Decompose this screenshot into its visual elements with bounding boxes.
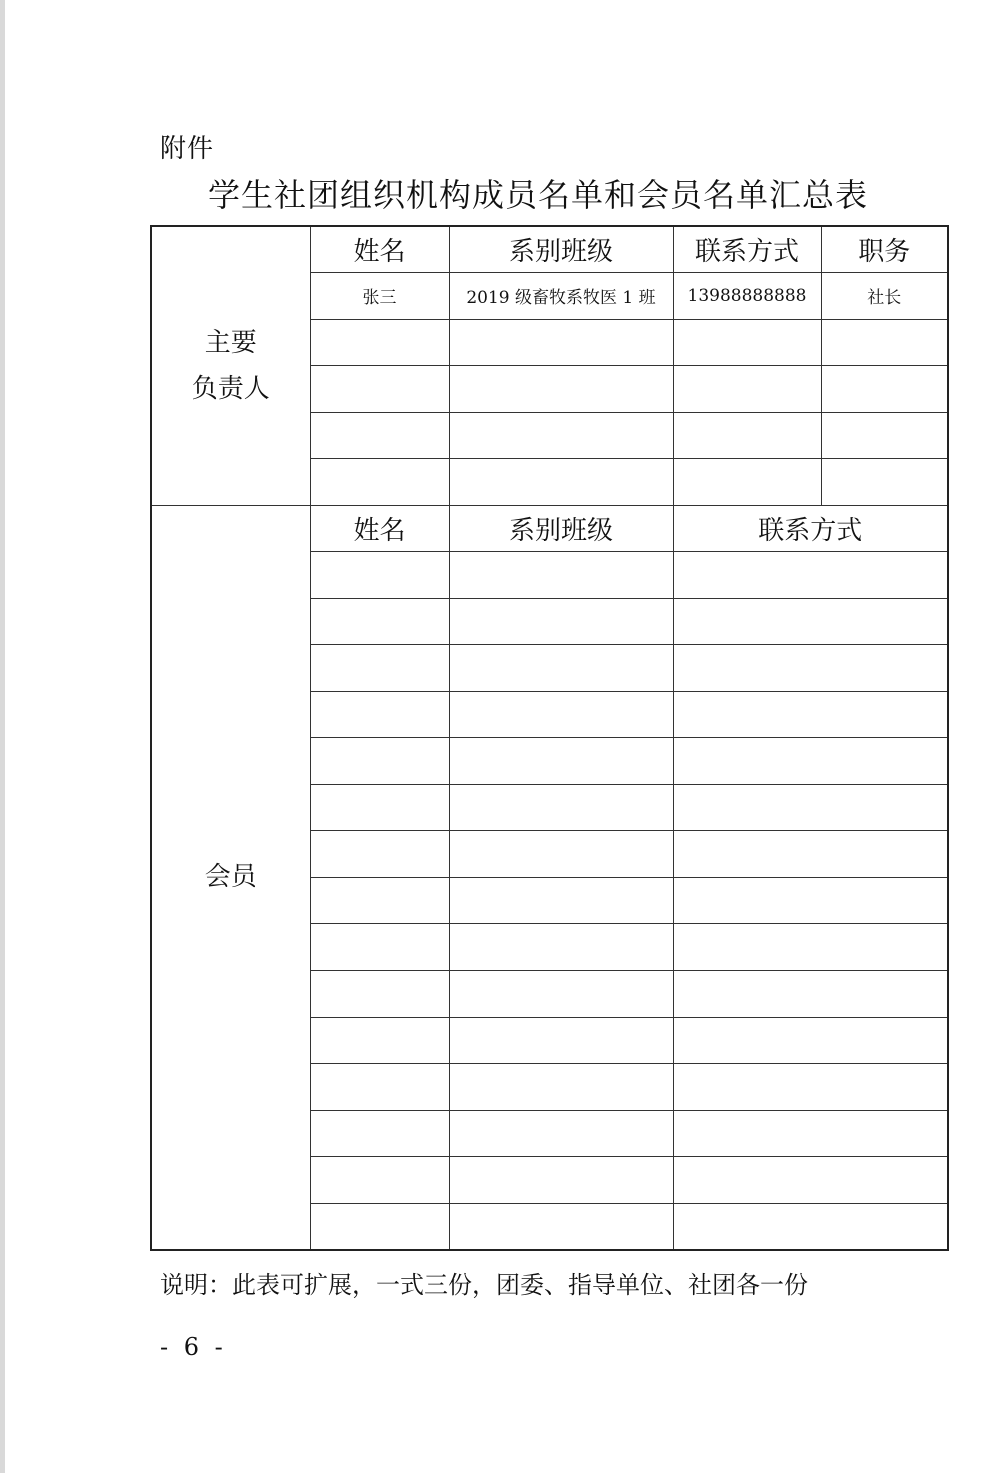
member-name-cell[interactable] — [310, 738, 449, 785]
leader-name-cell[interactable]: 张三 — [310, 273, 449, 320]
leaders-header-contact: 联系方式 — [673, 226, 821, 273]
member-name-cell[interactable] — [310, 598, 449, 645]
member-name-cell[interactable] — [310, 924, 449, 971]
member-contact-cell[interactable] — [673, 1203, 948, 1250]
members-header-row — [151, 505, 948, 552]
leader-contact-cell[interactable] — [673, 366, 821, 413]
member-contact-cell[interactable] — [673, 1064, 948, 1111]
leaders-label-line1: 主要 — [204, 327, 257, 358]
member-class-cell[interactable] — [449, 1110, 673, 1157]
member-class-cell[interactable] — [449, 738, 673, 785]
member-contact-cell[interactable] — [673, 738, 948, 785]
member-contact-cell[interactable] — [673, 1110, 948, 1157]
member-contact-cell[interactable] — [673, 1017, 948, 1064]
footnote: 说明：此表可扩展，一式三份，团委、指导单位、社团各一份 — [160, 1271, 808, 1299]
members-header-name: 姓名 — [310, 505, 449, 552]
member-class-cell[interactable] — [449, 552, 673, 599]
roster-table — [150, 225, 949, 1251]
members-header-contact: 联系方式 — [673, 505, 948, 552]
member-class-cell[interactable] — [449, 691, 673, 738]
member-class-cell[interactable] — [449, 831, 673, 878]
member-class-cell[interactable] — [449, 598, 673, 645]
leaders-label-line2: 负责人 — [191, 373, 270, 404]
member-contact-cell[interactable] — [673, 691, 948, 738]
leader-class-cell[interactable] — [449, 412, 673, 459]
member-class-cell[interactable] — [449, 784, 673, 831]
member-name-cell[interactable] — [310, 831, 449, 878]
member-class-cell[interactable] — [449, 877, 673, 924]
leader-position-cell[interactable] — [821, 412, 948, 459]
leaders-header-row — [151, 226, 948, 273]
member-contact-cell[interactable] — [673, 598, 948, 645]
member-contact-cell[interactable] — [673, 1157, 948, 1204]
leader-contact-cell[interactable] — [673, 319, 821, 366]
page-number: - 6 - — [160, 1333, 227, 1361]
leader-position-cell[interactable] — [821, 319, 948, 366]
member-name-cell[interactable] — [310, 1157, 449, 1204]
leader-position-cell[interactable] — [821, 459, 948, 506]
member-name-cell[interactable] — [310, 691, 449, 738]
member-name-cell[interactable] — [310, 1110, 449, 1157]
leader-class-cell[interactable] — [449, 319, 673, 366]
leader-position-cell[interactable]: 社长 — [821, 273, 948, 320]
leader-name-cell[interactable] — [310, 412, 449, 459]
member-class-cell[interactable] — [449, 1017, 673, 1064]
member-contact-cell[interactable] — [673, 552, 948, 599]
member-contact-cell[interactable] — [673, 645, 948, 692]
member-name-cell[interactable] — [310, 552, 449, 599]
page-edge-shadow — [0, 0, 5, 1473]
member-class-cell[interactable] — [449, 971, 673, 1018]
leader-name-cell[interactable] — [310, 459, 449, 506]
member-name-cell[interactable] — [310, 1064, 449, 1111]
member-class-cell[interactable] — [449, 1203, 673, 1250]
member-contact-cell[interactable] — [673, 971, 948, 1018]
member-name-cell[interactable] — [310, 784, 449, 831]
member-name-cell[interactable] — [310, 1203, 449, 1250]
member-class-cell[interactable] — [449, 924, 673, 971]
leader-position-cell[interactable] — [821, 366, 948, 413]
page-title: 学生社团组织机构成员名单和会员名单汇总表 — [208, 176, 869, 214]
member-class-cell[interactable] — [449, 1064, 673, 1111]
member-name-cell[interactable] — [310, 1017, 449, 1064]
leader-name-cell[interactable] — [310, 319, 449, 366]
member-name-cell[interactable] — [310, 645, 449, 692]
leader-class-cell[interactable] — [449, 459, 673, 506]
members-header-class: 系别班级 — [449, 505, 673, 552]
member-name-cell[interactable] — [310, 971, 449, 1018]
leader-name-cell[interactable] — [310, 366, 449, 413]
member-contact-cell[interactable] — [673, 877, 948, 924]
leaders-section-label — [151, 226, 310, 505]
leaders-header-class: 系别班级 — [449, 226, 673, 273]
member-class-cell[interactable] — [449, 645, 673, 692]
member-contact-cell[interactable] — [673, 924, 948, 971]
attachment-label: 附件 — [160, 134, 215, 164]
leader-class-cell[interactable]: 2019 级畜牧系牧医 1 班 — [449, 273, 673, 320]
member-contact-cell[interactable] — [673, 784, 948, 831]
member-class-cell[interactable] — [449, 1157, 673, 1204]
leaders-header-position: 职务 — [821, 226, 948, 273]
leader-contact-cell[interactable] — [673, 412, 821, 459]
member-name-cell[interactable] — [310, 877, 449, 924]
member-contact-cell[interactable] — [673, 831, 948, 878]
leader-class-cell[interactable] — [449, 366, 673, 413]
leader-contact-cell[interactable] — [673, 459, 821, 506]
leader-contact-cell[interactable]: 13988888888 — [673, 273, 821, 320]
leaders-header-name: 姓名 — [310, 226, 449, 273]
members-section-label: 会员 — [151, 505, 310, 1250]
